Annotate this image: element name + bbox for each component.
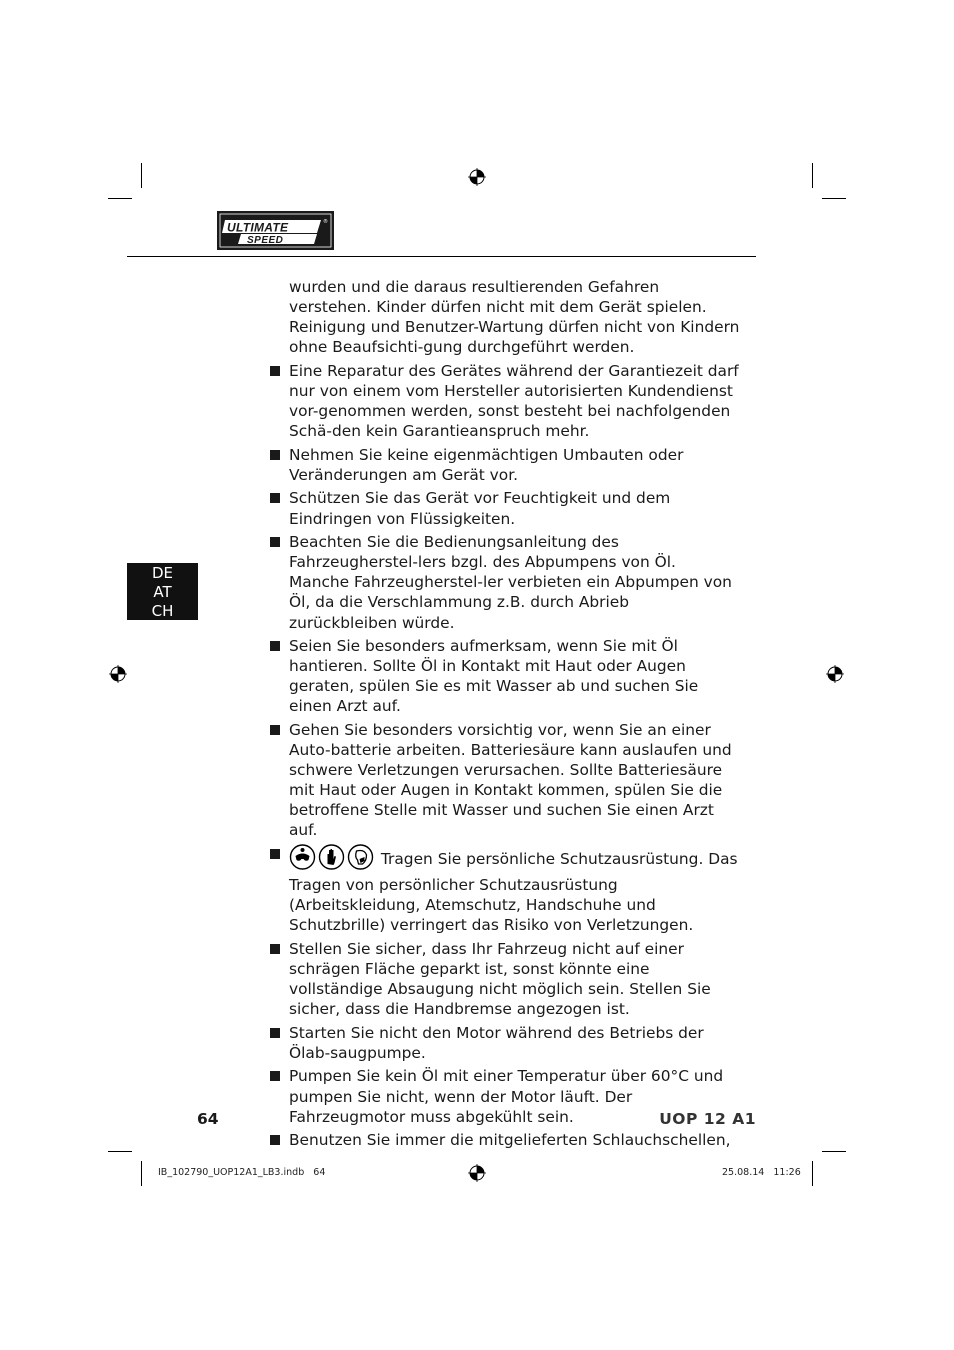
bullet-square-icon [270,1135,280,1145]
ultimate-speed-logo [217,211,334,250]
respirator-mask-icon [347,844,374,875]
svg-text:SPEED: SPEED [247,235,284,246]
crop-mark [108,1151,132,1152]
bullet-square-icon [270,849,280,859]
registration-mark-icon [468,168,486,186]
list-item-text: Tragen Sie persönliche Schutzausrüstung. Das Tragen von persönlicher Schutzausrüstung (Arbeitskleidung, Atemschutz, Handschuhe und Schutzbrille) verringert das Risiko von Verletzungen. [289,850,738,935]
crop-mark [141,1161,142,1186]
gloves-icon [318,844,345,875]
list-item [270,720,740,841]
crop-mark [141,163,142,188]
safety-instructions [270,277,740,1154]
list-item-text: Nehmen Sie keine eigenmächtigen Umbauten oder Veränderungen am Gerät vor. [289,445,684,484]
model-number: UOP 12 A1 [659,1110,756,1128]
language-tab [127,563,198,620]
language-code: AT [153,583,172,601]
list-item [270,844,740,935]
svg-text:®: ® [323,219,328,225]
list-item [270,636,740,716]
crop-mark [812,1161,813,1186]
bullet-square-icon [270,366,280,376]
list-item [270,532,740,632]
bullet-square-icon [270,1071,280,1081]
intro-paragraph: wurden und die daraus resultierenden Gefahren verstehen. Kinder dürfen nicht mit dem Gerät spielen. Reinigung und Benutzer-Wartung dürfen nicht von Kindern ohne Beaufsichti-gung durchgeführt werden. [289,278,740,357]
list-item [270,361,740,441]
registration-mark-icon [468,1164,486,1182]
list-item-text: Eine Reparatur des Gerätes während der Garantiezeit darf nur von einem vom Hersteller autorisierten Kundendienst vor-genommen werden, sonst besteht bei nachfolgenden Schä-den kein Garantieanspruch mehr. [289,361,739,441]
header-rule [127,256,756,257]
list-item [270,1023,740,1063]
list-item-text: Benutzen Sie immer die mitgelieferten Schlauchschellen, [289,1131,731,1150]
bullet-square-icon [270,493,280,503]
list-item-text: Seien Sie besonders aufmerksam, wenn Sie mit Öl hantieren. Sollte Öl in Kontakt mit Haut oder Augen geraten, spülen Sie es mit Wasser ab und suchen Sie einen Arzt auf. [289,637,699,716]
registration-mark-icon [826,665,844,683]
svg-text:ULTIMATE: ULTIMATE [227,220,289,235]
list-item-text: Starten Sie nicht den Motor während des Betriebs der Ölab-saugpumpe. [289,1023,704,1062]
language-code: DE [151,564,174,582]
list-item [270,445,740,485]
language-code: CH [151,602,174,620]
crop-mark [822,1151,846,1152]
list-item-text: Beachten Sie die Bedienungsanleitung des Fahrzeugherstel-lers bzgl. des Abpumpens von Öl. Manche Fahrzeugherstel-ler verbieten ein Abpumpen von Öl, da die Verschlammung z.B. durch Abrieb zurückbleiben würde. [289,533,732,632]
page-number: 64 [197,1110,219,1128]
bullet-square-icon [270,944,280,954]
bullet-square-icon [270,537,280,547]
list-item [270,1130,740,1150]
list-item-text: Gehen Sie besonders vorsichtig vor, wenn Sie an einer Auto-batterie arbeiten. Batteriesäure kann auslaufen und schwere Verletzungen verursachen. Sollte Batteriesäure mit Haut oder Augen in Kontakt kommen, spülen Sie die betroffene Stelle mit Wasser und suchen Sie einen Arzt auf. [289,720,732,840]
list-item-text: Pumpen Sie kein Öl mit einer Temperatur über 60°C und pumpen Sie nicht, wenn der Motor läuft. Der Fahrzeugmotor muss abgekühlt sein. [289,1067,724,1126]
bullet-square-icon [270,641,280,651]
crop-mark [108,198,132,199]
list-item [270,488,740,528]
list-item-text: Schützen Sie das Gerät vor Feuchtigkeit und dem Eindringen von Flüssigkeiten. [289,489,671,528]
list-item-text: Stellen Sie sicher, dass Ihr Fahrzeug nicht auf einer schrägen Fläche geparkt ist, sonst könnte eine vollständige Absaugung nicht möglich sein. Stellen Sie sicher, dass die Handbremse angezogen ist. [289,939,711,1019]
registration-mark-icon [109,665,127,683]
list-item [270,939,740,1019]
print-date-time: 25.08.14 11:26 [722,1167,801,1178]
crop-mark [822,198,846,199]
bullet-square-icon [270,725,280,735]
print-file-name: IB_102790_UOP12A1_LB3.indb 64 [158,1167,326,1178]
safety-goggles-icon [289,844,316,875]
bullet-square-icon [270,450,280,460]
bullet-square-icon [270,1028,280,1038]
crop-mark [812,163,813,188]
